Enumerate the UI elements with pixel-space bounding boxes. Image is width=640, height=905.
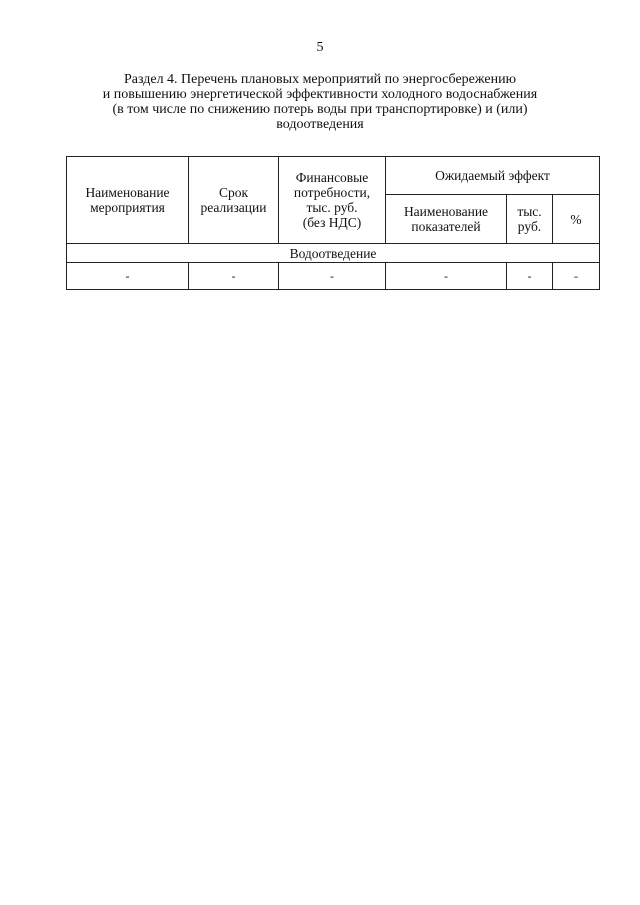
header-expected-effect: Ожидаемый эффект bbox=[386, 157, 600, 195]
table-cell: - bbox=[67, 263, 189, 290]
section-title-line: водоотведения bbox=[276, 117, 364, 132]
table-cell: - bbox=[553, 263, 600, 290]
section-label: Водоотведение bbox=[67, 244, 600, 263]
header-thousand-rub: тыс. руб. bbox=[507, 195, 553, 244]
header-financial-needs-line: (без НДС) bbox=[302, 215, 362, 230]
measures-table bbox=[66, 156, 600, 290]
table-cell: - bbox=[507, 263, 553, 290]
header-term: Срок реализации bbox=[189, 157, 279, 244]
section-title-line: Раздел 4. Перечень плановых мероприятий по энергосбережению bbox=[123, 72, 517, 87]
header-financial-needs-line: Финансовые bbox=[295, 170, 369, 185]
section-title-line: и повышению энергетической эффективности холодного водоснабжения bbox=[102, 87, 538, 102]
table-section-row bbox=[67, 244, 600, 263]
table-cell: - bbox=[189, 263, 279, 290]
table-cell: - bbox=[279, 263, 386, 290]
header-financial-needs-line: тыс. руб. bbox=[306, 200, 358, 215]
header-financial-needs-line: потребности, bbox=[293, 185, 371, 200]
table-header-row bbox=[67, 157, 600, 195]
table-row bbox=[67, 263, 600, 290]
section-title bbox=[40, 72, 600, 132]
table-cell: - bbox=[386, 263, 507, 290]
header-measure-name: Наименование мероприятия bbox=[67, 157, 189, 244]
section-title-line: (в том числе по снижению потерь воды при транспортировке) и (или) bbox=[112, 102, 528, 117]
page-number: 5 bbox=[316, 40, 324, 55]
header-indicator-name: Наименование показателей bbox=[386, 195, 507, 244]
header-financial-needs bbox=[279, 157, 386, 244]
header-percent: % bbox=[553, 195, 600, 244]
